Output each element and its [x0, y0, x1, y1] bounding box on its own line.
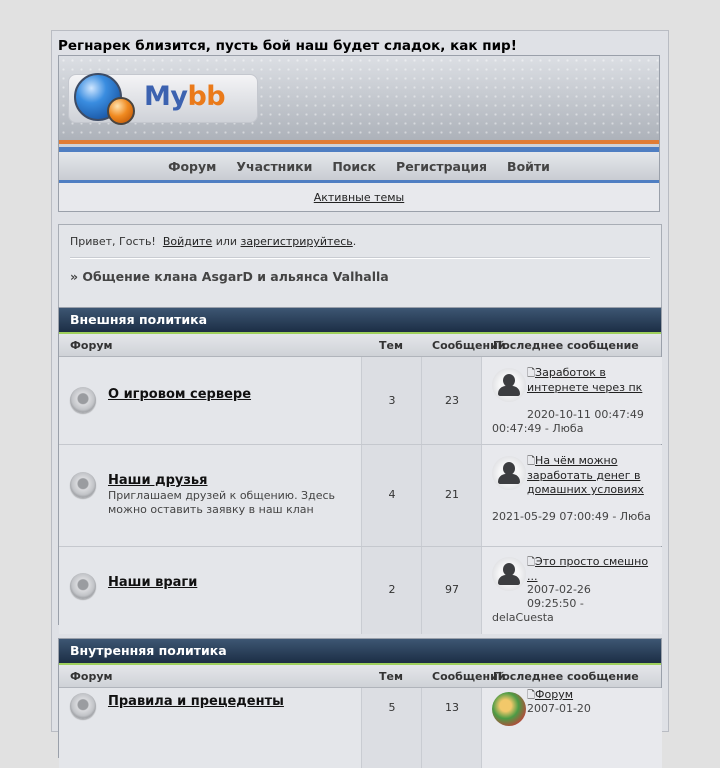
document-icon: 🗋	[527, 456, 536, 467]
last-post-title[interactable]: 🗋Заработок в интернете через пк	[527, 366, 643, 394]
login-link[interactable]: Войдите	[162, 235, 213, 248]
table-header	[59, 334, 661, 357]
active-topics-bar	[59, 183, 659, 211]
document-icon: 🗋	[527, 690, 536, 701]
forum-status-icon	[70, 693, 96, 719]
forum-row	[59, 445, 661, 547]
forum-status-icon	[70, 387, 96, 413]
or-text: или	[215, 235, 238, 248]
menu-login[interactable]: Войти	[507, 158, 550, 174]
topic-count: 3	[388, 394, 396, 407]
topic-count: 2	[388, 583, 396, 596]
avatar-icon	[492, 557, 526, 591]
topic-count: 5	[388, 701, 396, 714]
last-post-date: 2007-02-26 09:25:50 -	[527, 583, 591, 610]
forum-link[interactable]: Наши враги	[108, 575, 198, 590]
period: .	[352, 235, 357, 248]
category-internal	[58, 638, 662, 758]
avatar-icon	[492, 456, 526, 490]
main-menu	[59, 152, 659, 180]
post-count: 13	[445, 701, 459, 714]
last-post-author: delaCuesta	[492, 611, 554, 624]
logo[interactable]	[68, 74, 258, 123]
post-count: 23	[445, 394, 459, 407]
forum-status-icon	[70, 472, 96, 498]
menu-register[interactable]: Регистрация	[396, 158, 488, 174]
header	[58, 55, 660, 212]
col-forum: Форум	[70, 339, 113, 352]
category-external	[58, 307, 662, 625]
board-title: Регнарек близится, пусть бой наш будет сладок, как пир!	[58, 38, 517, 54]
forum-row	[59, 547, 661, 634]
forum-link[interactable]: Наши друзья	[108, 473, 208, 488]
last-post-title[interactable]: 🗋Форум	[527, 688, 574, 701]
panel-divider	[70, 257, 650, 259]
page-container	[51, 30, 669, 732]
col-posts: Сообщений	[432, 670, 506, 683]
forum-description: Приглашаем друзей к общению. Здесь можно оставить заявку в наш клан	[108, 489, 336, 516]
col-posts: Сообщений	[432, 339, 506, 352]
category-title[interactable]: Внутренняя политика	[59, 639, 661, 665]
category-title[interactable]: Внешняя политика	[59, 308, 661, 334]
welcome-panel	[58, 224, 662, 320]
table-header	[59, 665, 661, 688]
forum-status-icon	[70, 573, 96, 599]
avatar-icon	[492, 692, 526, 726]
last-post-title[interactable]: 🗋На чём можно заработать денег в домашних условиях	[527, 454, 644, 496]
document-icon: 🗋	[527, 368, 536, 379]
topic-count: 4	[388, 488, 396, 501]
menu-forum[interactable]: Форум	[168, 158, 217, 174]
last-post-time-author: 00:47:49 - Люба	[492, 422, 584, 435]
forum-row	[59, 688, 661, 768]
post-count: 21	[445, 488, 459, 501]
forum-link[interactable]: Правила и прецеденты	[108, 694, 284, 709]
forum-link[interactable]: О игровом сервере	[108, 387, 252, 402]
forum-row	[59, 357, 661, 445]
last-post-title[interactable]: 🗋Это просто смешно ...	[527, 555, 649, 583]
last-post-meta: 2021-05-29 07:00:49 - Люба	[492, 510, 651, 523]
col-last-post: Последнее сообщение	[493, 670, 639, 683]
document-icon: 🗋	[527, 557, 536, 568]
col-forum: Форум	[70, 670, 113, 683]
post-count: 97	[445, 583, 459, 596]
logo-text: Mybb	[144, 81, 226, 112]
logo-ball-small-icon	[107, 97, 135, 125]
col-topics: Тем	[379, 339, 403, 352]
last-post-date: 2007-01-20	[527, 702, 591, 715]
banner	[59, 56, 659, 140]
active-topics-link[interactable]: Активные темы	[313, 190, 405, 204]
menu-search[interactable]: Поиск	[332, 158, 377, 174]
col-last-post: Последнее сообщение	[493, 339, 639, 352]
col-topics: Тем	[379, 670, 403, 683]
last-post-date: 2020-10-11 00:47:49	[527, 408, 644, 421]
greeting: Привет, Гость!	[70, 235, 156, 248]
menu-members[interactable]: Участники	[236, 158, 313, 174]
welcome-text	[70, 235, 356, 248]
avatar-icon	[492, 368, 526, 402]
breadcrumb[interactable]: » Общение клана AsgarD и альянса Valhalla	[70, 269, 389, 284]
register-link[interactable]: зарегистрируйтесь	[240, 235, 353, 248]
